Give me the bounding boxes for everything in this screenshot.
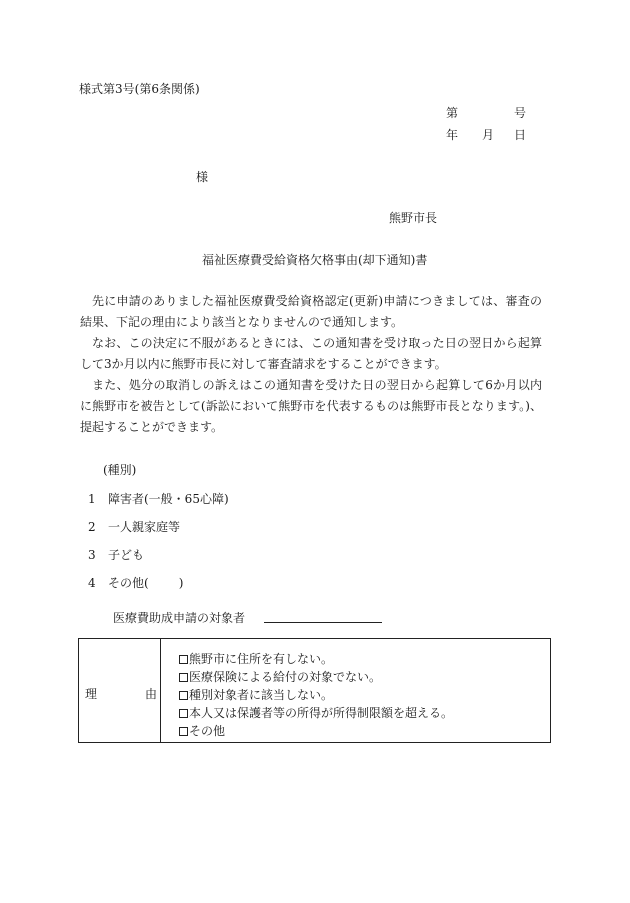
checkbox-icon[interactable] [179,709,188,718]
reason-table [78,638,551,743]
reason-label-first-char: 理 [85,687,98,701]
checkbox-icon[interactable] [179,691,188,700]
category-item-number: 4 [88,576,96,590]
date-year-label: 年 [446,128,459,142]
reason-option-label: 種別対象者に該当しない。 [189,688,334,702]
document-title: 福祉医療費受給資格欠格事由(却下通知)書 [202,253,428,267]
document-number-suffix: 号 [514,106,527,120]
body-paragraph-appeal: なお、この決定に不服があるときには、この通知書を受け取った日の翌日から起算して3か月以内に熊野市長に対して審査請求をすることができます。 [80,336,542,371]
category-item-label: 子ども [108,548,145,562]
document-number-prefix: 第 [446,106,459,120]
issuer-name: 熊野市長 [389,211,438,225]
subject-label: 医療費助成申請の対象者 [113,611,246,625]
category-item-number: 3 [88,548,96,562]
checkbox-icon[interactable] [179,673,188,682]
body-paragraph-notice: 先に申請のありました福祉医療費受給資格認定(更新)申請につきましては、審査の結果、下記の理由により該当となりませんので通知します。 [80,294,542,329]
reason-label-cell [79,639,161,742]
date-day-label: 日 [514,128,527,142]
reason-option-label: その他 [189,724,226,738]
checkbox-icon[interactable] [179,727,188,736]
form-number: 様式第3号(第6条関係) [79,82,200,96]
subject-name-blank-line[interactable] [264,622,382,623]
reason-option-label: 熊野市に住所を有しない。 [189,652,334,666]
recipient-honorific: 様 [196,170,209,184]
category-item [88,574,183,591]
category-item-label-close: ) [178,576,184,590]
category-item-label: 一人親家庭等 [108,520,181,534]
category-item-label-open: その他( [108,576,149,590]
category-item-label: 障害者(一般・65心障) [108,492,229,506]
reason-option[interactable] [179,668,453,686]
reason-option-label: 医療保険による給付の対象でない。 [189,670,382,684]
category-item-number: 2 [88,520,96,534]
reason-option[interactable] [179,650,453,668]
reason-label-second-char: 由 [145,687,158,701]
category-item [88,490,229,507]
reason-options-list [179,650,453,740]
checkbox-icon[interactable] [179,655,188,664]
category-item [88,518,180,535]
body-paragraph-lawsuit: また、処分の取消しの訴えはこの通知書を受けた日の翌日から起算して6か月以内に熊野市を被告として(訴訟において熊野市を代表するものは熊野市長となります。)、提起することができます。 [80,378,542,434]
category-item-number: 1 [88,492,96,506]
category-item [88,546,144,563]
reason-option[interactable] [179,686,453,704]
reason-option-label: 本人又は保護者等の所得が所得制限額を超える。 [189,706,454,720]
category-heading: (種別) [103,463,137,477]
reason-option[interactable] [179,722,453,740]
reason-option[interactable] [179,704,453,722]
date-month-label: 月 [482,128,495,142]
